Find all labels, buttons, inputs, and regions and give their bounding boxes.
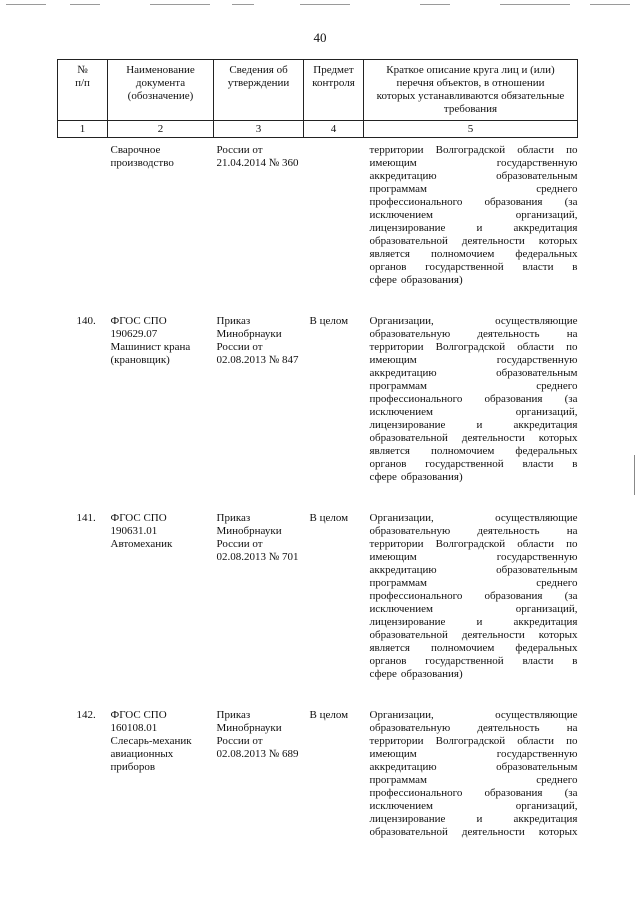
word: образовательную bbox=[369, 328, 451, 340]
document-cell bbox=[108, 138, 214, 302]
word: программам bbox=[369, 774, 427, 786]
table-row bbox=[58, 695, 578, 853]
word: деятельность bbox=[477, 722, 540, 734]
word: лицензирование bbox=[369, 813, 446, 825]
word: которых bbox=[538, 826, 578, 838]
word: исключением bbox=[369, 603, 433, 615]
header-row bbox=[58, 60, 578, 121]
word: лицензирование bbox=[369, 222, 446, 234]
header-line: № bbox=[77, 64, 88, 76]
word: государственную bbox=[496, 157, 578, 169]
description-line bbox=[370, 603, 578, 616]
document-line: производство bbox=[110, 157, 174, 169]
scan-top-edge bbox=[0, 0, 640, 8]
word: Волгоградской bbox=[435, 144, 506, 156]
word: является bbox=[369, 445, 410, 457]
table-row bbox=[58, 498, 578, 695]
word: государственной bbox=[425, 458, 504, 470]
word: Организации, bbox=[369, 709, 434, 721]
row-number: 140. bbox=[76, 315, 96, 327]
document-cell bbox=[108, 695, 214, 853]
word: осуществляющие bbox=[495, 512, 578, 524]
word: аккредитация bbox=[513, 813, 578, 825]
header-line: Наименование bbox=[126, 64, 195, 76]
word: и bbox=[476, 616, 483, 628]
description-line bbox=[370, 748, 578, 761]
description-line bbox=[370, 564, 578, 577]
description-line bbox=[370, 551, 578, 564]
word: имеющим bbox=[369, 354, 417, 366]
word: образовательную bbox=[369, 525, 451, 537]
word: территории bbox=[369, 538, 424, 550]
header-line: документа bbox=[135, 77, 186, 89]
approval-cell bbox=[214, 138, 304, 302]
description-line bbox=[370, 367, 578, 380]
document-line: Сварочное bbox=[110, 144, 161, 156]
word: в bbox=[572, 655, 578, 667]
description-line bbox=[370, 380, 578, 393]
document-line: Машинист крана bbox=[110, 341, 191, 353]
table-row bbox=[58, 138, 578, 302]
word: которых bbox=[538, 235, 578, 247]
word: деятельности bbox=[461, 629, 525, 641]
page-number: 40 bbox=[313, 30, 327, 45]
word: исключением bbox=[369, 800, 433, 812]
description-cell bbox=[364, 301, 578, 498]
word: среднего bbox=[536, 183, 578, 195]
control-cell bbox=[304, 138, 364, 302]
description-line bbox=[370, 655, 578, 668]
word: сфере bbox=[369, 274, 397, 286]
word: государственную bbox=[496, 748, 578, 760]
description-line bbox=[370, 157, 578, 170]
column-number: 1 bbox=[58, 121, 108, 138]
word: образования bbox=[484, 590, 543, 602]
approval-line: 02.08.2013 № 701 bbox=[216, 551, 299, 563]
description-line bbox=[370, 432, 578, 445]
word: образования bbox=[484, 393, 543, 405]
document-line: авиационных bbox=[110, 748, 174, 760]
word: аккредитация bbox=[513, 616, 578, 628]
word: организаций, bbox=[515, 209, 578, 221]
header-line: утверждении bbox=[227, 77, 290, 89]
description-line bbox=[370, 826, 578, 839]
word: органов bbox=[369, 458, 407, 470]
word: которых bbox=[538, 629, 578, 641]
control-cell: В целом bbox=[309, 315, 349, 327]
header-line: которых устанавливаются обязательные bbox=[376, 90, 565, 102]
description-line bbox=[370, 261, 578, 274]
description-line bbox=[370, 354, 578, 367]
description-line bbox=[370, 735, 578, 748]
word: федеральных bbox=[515, 642, 578, 654]
word: на bbox=[566, 525, 578, 537]
word: области bbox=[517, 538, 554, 550]
word: среднего bbox=[536, 774, 578, 786]
word: образовательным bbox=[496, 761, 578, 773]
control-cell: В целом bbox=[309, 709, 349, 721]
column-number: 5 bbox=[364, 121, 578, 138]
requirements-table bbox=[57, 59, 578, 853]
word: образовательной bbox=[369, 629, 448, 641]
description-line bbox=[370, 196, 578, 209]
document-line: приборов bbox=[110, 761, 156, 773]
description-line bbox=[370, 538, 578, 551]
word: профессионального bbox=[369, 590, 463, 602]
word: органов bbox=[369, 655, 407, 667]
word: организаций, bbox=[515, 800, 578, 812]
word: власти bbox=[522, 458, 554, 470]
description-line bbox=[370, 774, 578, 787]
word: территории bbox=[369, 144, 424, 156]
word: имеющим bbox=[369, 157, 417, 169]
word: по bbox=[566, 538, 578, 550]
description-line bbox=[370, 642, 578, 655]
word: деятельности bbox=[461, 235, 525, 247]
word: федеральных bbox=[515, 445, 578, 457]
approval-line: Минобрнауки bbox=[216, 525, 282, 537]
row-number: 142. bbox=[76, 709, 96, 721]
document-line: ФГОС СПО bbox=[110, 512, 167, 524]
word: сфере bbox=[369, 471, 397, 483]
description-line bbox=[370, 328, 578, 341]
word: сфере bbox=[369, 668, 397, 680]
column-numbers-row bbox=[58, 121, 578, 138]
approval-cell bbox=[214, 301, 304, 498]
description-line bbox=[370, 813, 578, 826]
document-line: 160108.01 bbox=[110, 722, 158, 734]
header-document bbox=[108, 60, 214, 121]
description-cell bbox=[364, 695, 578, 853]
word: исключением bbox=[369, 209, 433, 221]
word: Волгоградской bbox=[435, 538, 506, 550]
word: на bbox=[566, 722, 578, 734]
approval-cell bbox=[214, 695, 304, 853]
column-number: 4 bbox=[304, 121, 364, 138]
header-line: требования bbox=[443, 103, 498, 115]
row-number bbox=[58, 138, 108, 302]
header-control bbox=[304, 60, 364, 121]
table-row bbox=[58, 301, 578, 498]
description-line bbox=[370, 209, 578, 222]
word: (за bbox=[564, 787, 578, 799]
word: на bbox=[566, 328, 578, 340]
description-line bbox=[370, 222, 578, 235]
description-line bbox=[370, 525, 578, 538]
description-line bbox=[370, 315, 578, 328]
word: власти bbox=[522, 261, 554, 273]
word: области bbox=[517, 341, 554, 353]
word: является bbox=[369, 642, 410, 654]
word: по bbox=[566, 144, 578, 156]
description-line bbox=[370, 458, 578, 471]
word: власти bbox=[522, 655, 554, 667]
word: образовательной bbox=[369, 235, 448, 247]
word: образования) bbox=[400, 668, 463, 680]
description-line bbox=[370, 800, 578, 813]
word: и bbox=[476, 813, 483, 825]
approval-line: Приказ bbox=[216, 512, 251, 524]
word: Волгоградской bbox=[435, 341, 506, 353]
word: территории bbox=[369, 341, 424, 353]
word: организаций, bbox=[515, 406, 578, 418]
table-body bbox=[58, 138, 578, 854]
description-line bbox=[370, 668, 578, 681]
description-line bbox=[370, 761, 578, 774]
word: профессионального bbox=[369, 196, 463, 208]
document-line: 190629.07 bbox=[110, 328, 158, 340]
word: и bbox=[476, 419, 483, 431]
document-line: ФГОС СПО bbox=[110, 315, 167, 327]
word: деятельность bbox=[477, 328, 540, 340]
word: деятельности bbox=[461, 432, 525, 444]
word: государственную bbox=[496, 551, 578, 563]
word: полномочием bbox=[430, 642, 495, 654]
word: образования bbox=[484, 196, 543, 208]
word: (за bbox=[564, 393, 578, 405]
word: имеющим bbox=[369, 551, 417, 563]
approval-line: России от bbox=[216, 341, 263, 353]
word: аккредитация bbox=[513, 222, 578, 234]
word: программам bbox=[369, 380, 427, 392]
column-number: 2 bbox=[108, 121, 214, 138]
word: образовательной bbox=[369, 826, 448, 838]
word: аккредитацию bbox=[369, 761, 437, 773]
word: образования) bbox=[400, 471, 463, 483]
header-line: Сведения об bbox=[229, 64, 288, 76]
description-line bbox=[370, 235, 578, 248]
word: лицензирование bbox=[369, 419, 446, 431]
word: органов bbox=[369, 261, 407, 273]
word: образовательным bbox=[496, 564, 578, 576]
word: (за bbox=[564, 196, 578, 208]
header-line: (обозначение) bbox=[127, 90, 194, 102]
word: имеющим bbox=[369, 748, 417, 760]
description-cell bbox=[364, 138, 578, 302]
word: является bbox=[369, 248, 410, 260]
column-number: 3 bbox=[214, 121, 304, 138]
description-line bbox=[370, 445, 578, 458]
word: Организации, bbox=[369, 512, 434, 524]
approval-line: России от bbox=[216, 144, 263, 156]
word: деятельность bbox=[477, 525, 540, 537]
description-line bbox=[370, 590, 578, 603]
word: государственной bbox=[425, 261, 504, 273]
word: полномочием bbox=[430, 248, 495, 260]
description-line bbox=[370, 419, 578, 432]
description-line bbox=[370, 722, 578, 735]
word: по bbox=[566, 341, 578, 353]
description-line bbox=[370, 341, 578, 354]
row-number: 141. bbox=[76, 512, 96, 524]
requirements-table-wrapper bbox=[57, 59, 577, 853]
word: деятельности bbox=[461, 826, 525, 838]
description-line bbox=[370, 183, 578, 196]
word: аккредитацию bbox=[369, 170, 437, 182]
description-line bbox=[370, 512, 578, 525]
approval-line: 02.08.2013 № 847 bbox=[216, 354, 299, 366]
description-cell bbox=[364, 498, 578, 695]
word: аккредитацию bbox=[369, 367, 437, 379]
approval-line: Приказ bbox=[216, 315, 251, 327]
document-line: Слесарь-механик bbox=[110, 735, 192, 747]
description-line bbox=[370, 577, 578, 590]
word: профессионального bbox=[369, 393, 463, 405]
word: территории bbox=[369, 735, 424, 747]
description-line bbox=[370, 170, 578, 183]
header-line: п/п bbox=[75, 77, 90, 89]
word: федеральных bbox=[515, 248, 578, 260]
document-line: Автомеханик bbox=[110, 538, 173, 550]
description-line bbox=[370, 787, 578, 800]
word: организаций, bbox=[515, 603, 578, 615]
word: среднего bbox=[536, 380, 578, 392]
word: и bbox=[476, 222, 483, 234]
word: в bbox=[572, 458, 578, 470]
description-line bbox=[370, 629, 578, 642]
word: образования bbox=[484, 787, 543, 799]
approval-line: России от bbox=[216, 538, 263, 550]
header-line: контроля bbox=[312, 77, 355, 89]
word: Организации, bbox=[369, 315, 434, 327]
word: аккредитацию bbox=[369, 564, 437, 576]
word: области bbox=[517, 144, 554, 156]
word: образовательным bbox=[496, 367, 578, 379]
word: образовательной bbox=[369, 432, 448, 444]
description-line bbox=[370, 709, 578, 722]
word: полномочием bbox=[430, 445, 495, 457]
header-line: перечня объектов, в отношении bbox=[396, 77, 545, 89]
word: области bbox=[517, 735, 554, 747]
document-cell bbox=[108, 301, 214, 498]
word: которых bbox=[538, 432, 578, 444]
word: Волгоградской bbox=[435, 735, 506, 747]
word: в bbox=[572, 261, 578, 273]
word: осуществляющие bbox=[495, 709, 578, 721]
header-description bbox=[364, 60, 578, 121]
approval-line: России от bbox=[216, 735, 263, 747]
header-line: Предмет bbox=[313, 64, 354, 76]
document-line: ФГОС СПО bbox=[110, 709, 167, 721]
approval-line: Минобрнауки bbox=[216, 722, 282, 734]
description-line bbox=[370, 406, 578, 419]
word: программам bbox=[369, 183, 427, 195]
description-line bbox=[370, 248, 578, 261]
header-number bbox=[58, 60, 108, 121]
approval-cell bbox=[214, 498, 304, 695]
word: профессионального bbox=[369, 787, 463, 799]
approval-line: Минобрнауки bbox=[216, 328, 282, 340]
description-line bbox=[370, 393, 578, 406]
word: образовательную bbox=[369, 722, 451, 734]
approval-line: 02.08.2013 № 689 bbox=[216, 748, 299, 760]
description-line bbox=[370, 616, 578, 629]
word: (за bbox=[564, 590, 578, 602]
approval-line: 21.04.2014 № 360 bbox=[216, 157, 299, 169]
word: образовательным bbox=[496, 170, 578, 182]
document-line: 190631.01 bbox=[110, 525, 158, 537]
word: осуществляющие bbox=[495, 315, 578, 327]
control-cell: В целом bbox=[309, 512, 349, 524]
word: программам bbox=[369, 577, 427, 589]
document-cell bbox=[108, 498, 214, 695]
header-approval bbox=[214, 60, 304, 121]
word: лицензирование bbox=[369, 616, 446, 628]
scan-speck bbox=[634, 455, 635, 495]
word: государственную bbox=[496, 354, 578, 366]
document-line: (крановщик) bbox=[110, 354, 170, 366]
description-line bbox=[370, 144, 578, 157]
word: по bbox=[566, 735, 578, 747]
header-line: Краткое описание круга лиц и (или) bbox=[386, 64, 555, 76]
word: аккредитация bbox=[513, 419, 578, 431]
word: образования) bbox=[400, 274, 463, 286]
description-line bbox=[370, 274, 578, 287]
word: исключением bbox=[369, 406, 433, 418]
word: государственной bbox=[425, 655, 504, 667]
approval-line: Приказ bbox=[216, 709, 251, 721]
word: среднего bbox=[536, 577, 578, 589]
description-line bbox=[370, 471, 578, 484]
